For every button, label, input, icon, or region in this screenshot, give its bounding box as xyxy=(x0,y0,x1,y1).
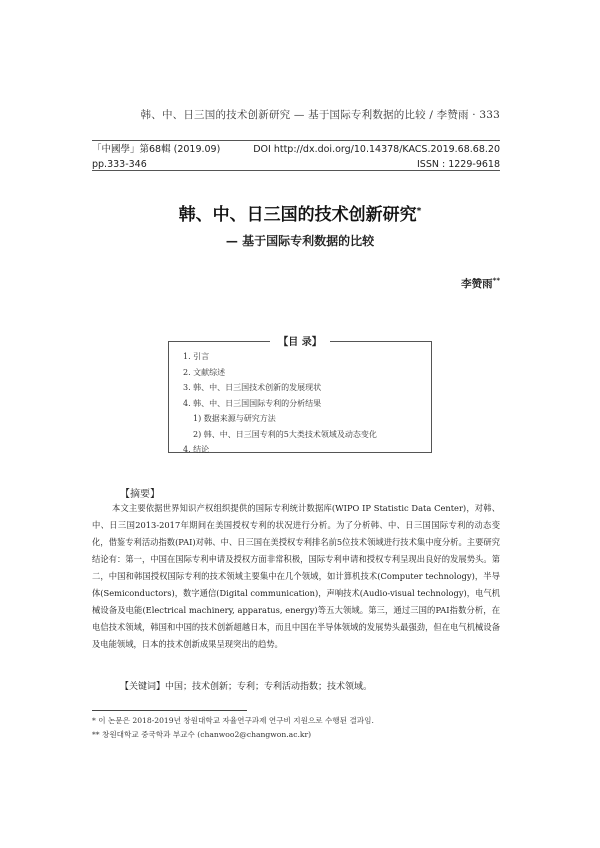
toc-item[interactable]: 1. 引言 xyxy=(183,352,210,361)
toc-item[interactable]: 3. 韩、中、日三国技术创新的发展现状 xyxy=(183,383,322,392)
toc-item[interactable]: 4. 结论 xyxy=(183,445,210,454)
journal-name-volume: 「中國學」第68輯 (2019.09) xyxy=(92,144,221,155)
toc-subitem[interactable]: 2) 韩、中、日三国专利的5大类技术领域及动态变化 xyxy=(193,429,377,439)
running-header: 韩、中、日三国的技术创新研究 — 基于国际专利数据的比较 / 李赞雨 · 333 xyxy=(140,109,500,121)
author-name: 李赞雨 xyxy=(461,278,493,290)
journal-info xyxy=(92,142,220,172)
issn: ISSN : 1229-9618 xyxy=(417,159,500,170)
abstract-label: 【摘要】 xyxy=(120,489,160,500)
abstract-text: 本文主要依据世界知识产权组织提供的国际专利统计数据库(WIPO IP Statistic Data Center)，对韩、中、日三国2013-2017年期间在美国授权专利的状况进行分析。为了分析韩、中、日三国国际专利的动态变化，借鉴专利活动指数(PAI)对韩、中、日三国在美授权专利排名前5位技术领域进行技术集中度分析。主要研究结论有：第一，中国在国际专利申请及授权方面非常积极，国际专利申请和授权专利呈现出良好的发展势头。第二，中国和韩国授权国际专利的技术领域主要集中在几个领域，如计算机技术(Computer technology)，半导体(Semiconductors)，数字通信(Digital communication)，声响技术(Audio-visual technology)，电气机械设备及电能(Electrical machinery, apparatus, energy)等五大领域。第三，通过三国的PAI指数分析，在电信技术领域，韩国和中国的技术创新超越日本，而且中国在半导体领域的发展势头最强劲，但在电气机械设备及电能领域，日本的技术创新成果呈现突出的趋势。 xyxy=(92,503,500,649)
paper-subtitle: — 基于国际专利数据的比较 xyxy=(225,234,375,248)
author xyxy=(461,276,500,291)
toc-list xyxy=(183,349,377,458)
toc-item[interactable]: 2. 文献综述 xyxy=(183,367,226,377)
footnotes xyxy=(92,714,374,742)
footnote-rule xyxy=(92,710,247,711)
journal-identifiers xyxy=(253,142,500,172)
journal-pages: pp.333-346 xyxy=(92,159,147,170)
toc-heading: 【目 录】 xyxy=(270,333,330,348)
footnote-funding: * 이 논문은 2018-2019년 창원대학교 자율연구과제 연구비 지원으로 수행된 결과임. xyxy=(92,716,374,725)
keywords: 【关键词】中国；技术创新；专利；专利活动指数；技术领域。 xyxy=(120,682,373,692)
header-rule-bottom xyxy=(92,170,500,171)
paper-title-text: 韩、中、日三国的技术创新研究 xyxy=(178,205,417,225)
header-rule-top xyxy=(92,140,500,141)
doi-link[interactable]: DOI http://dx.doi.org/10.14378/KACS.2019.68.68.20 xyxy=(253,144,500,155)
title-footnote-mark[interactable]: * xyxy=(416,206,422,217)
author-footnote-mark[interactable]: ** xyxy=(492,276,500,285)
footnote-author: ** 창원대학교 중국학과 부교수 (chanwoo2@changwon.ac.kr) xyxy=(92,730,312,739)
toc-subitem[interactable]: 1) 数据来源与研究方法 xyxy=(193,414,276,423)
toc-item[interactable]: 4. 韩、中、日三国国际专利的分析结果 xyxy=(183,398,322,408)
paper-title xyxy=(0,200,600,225)
